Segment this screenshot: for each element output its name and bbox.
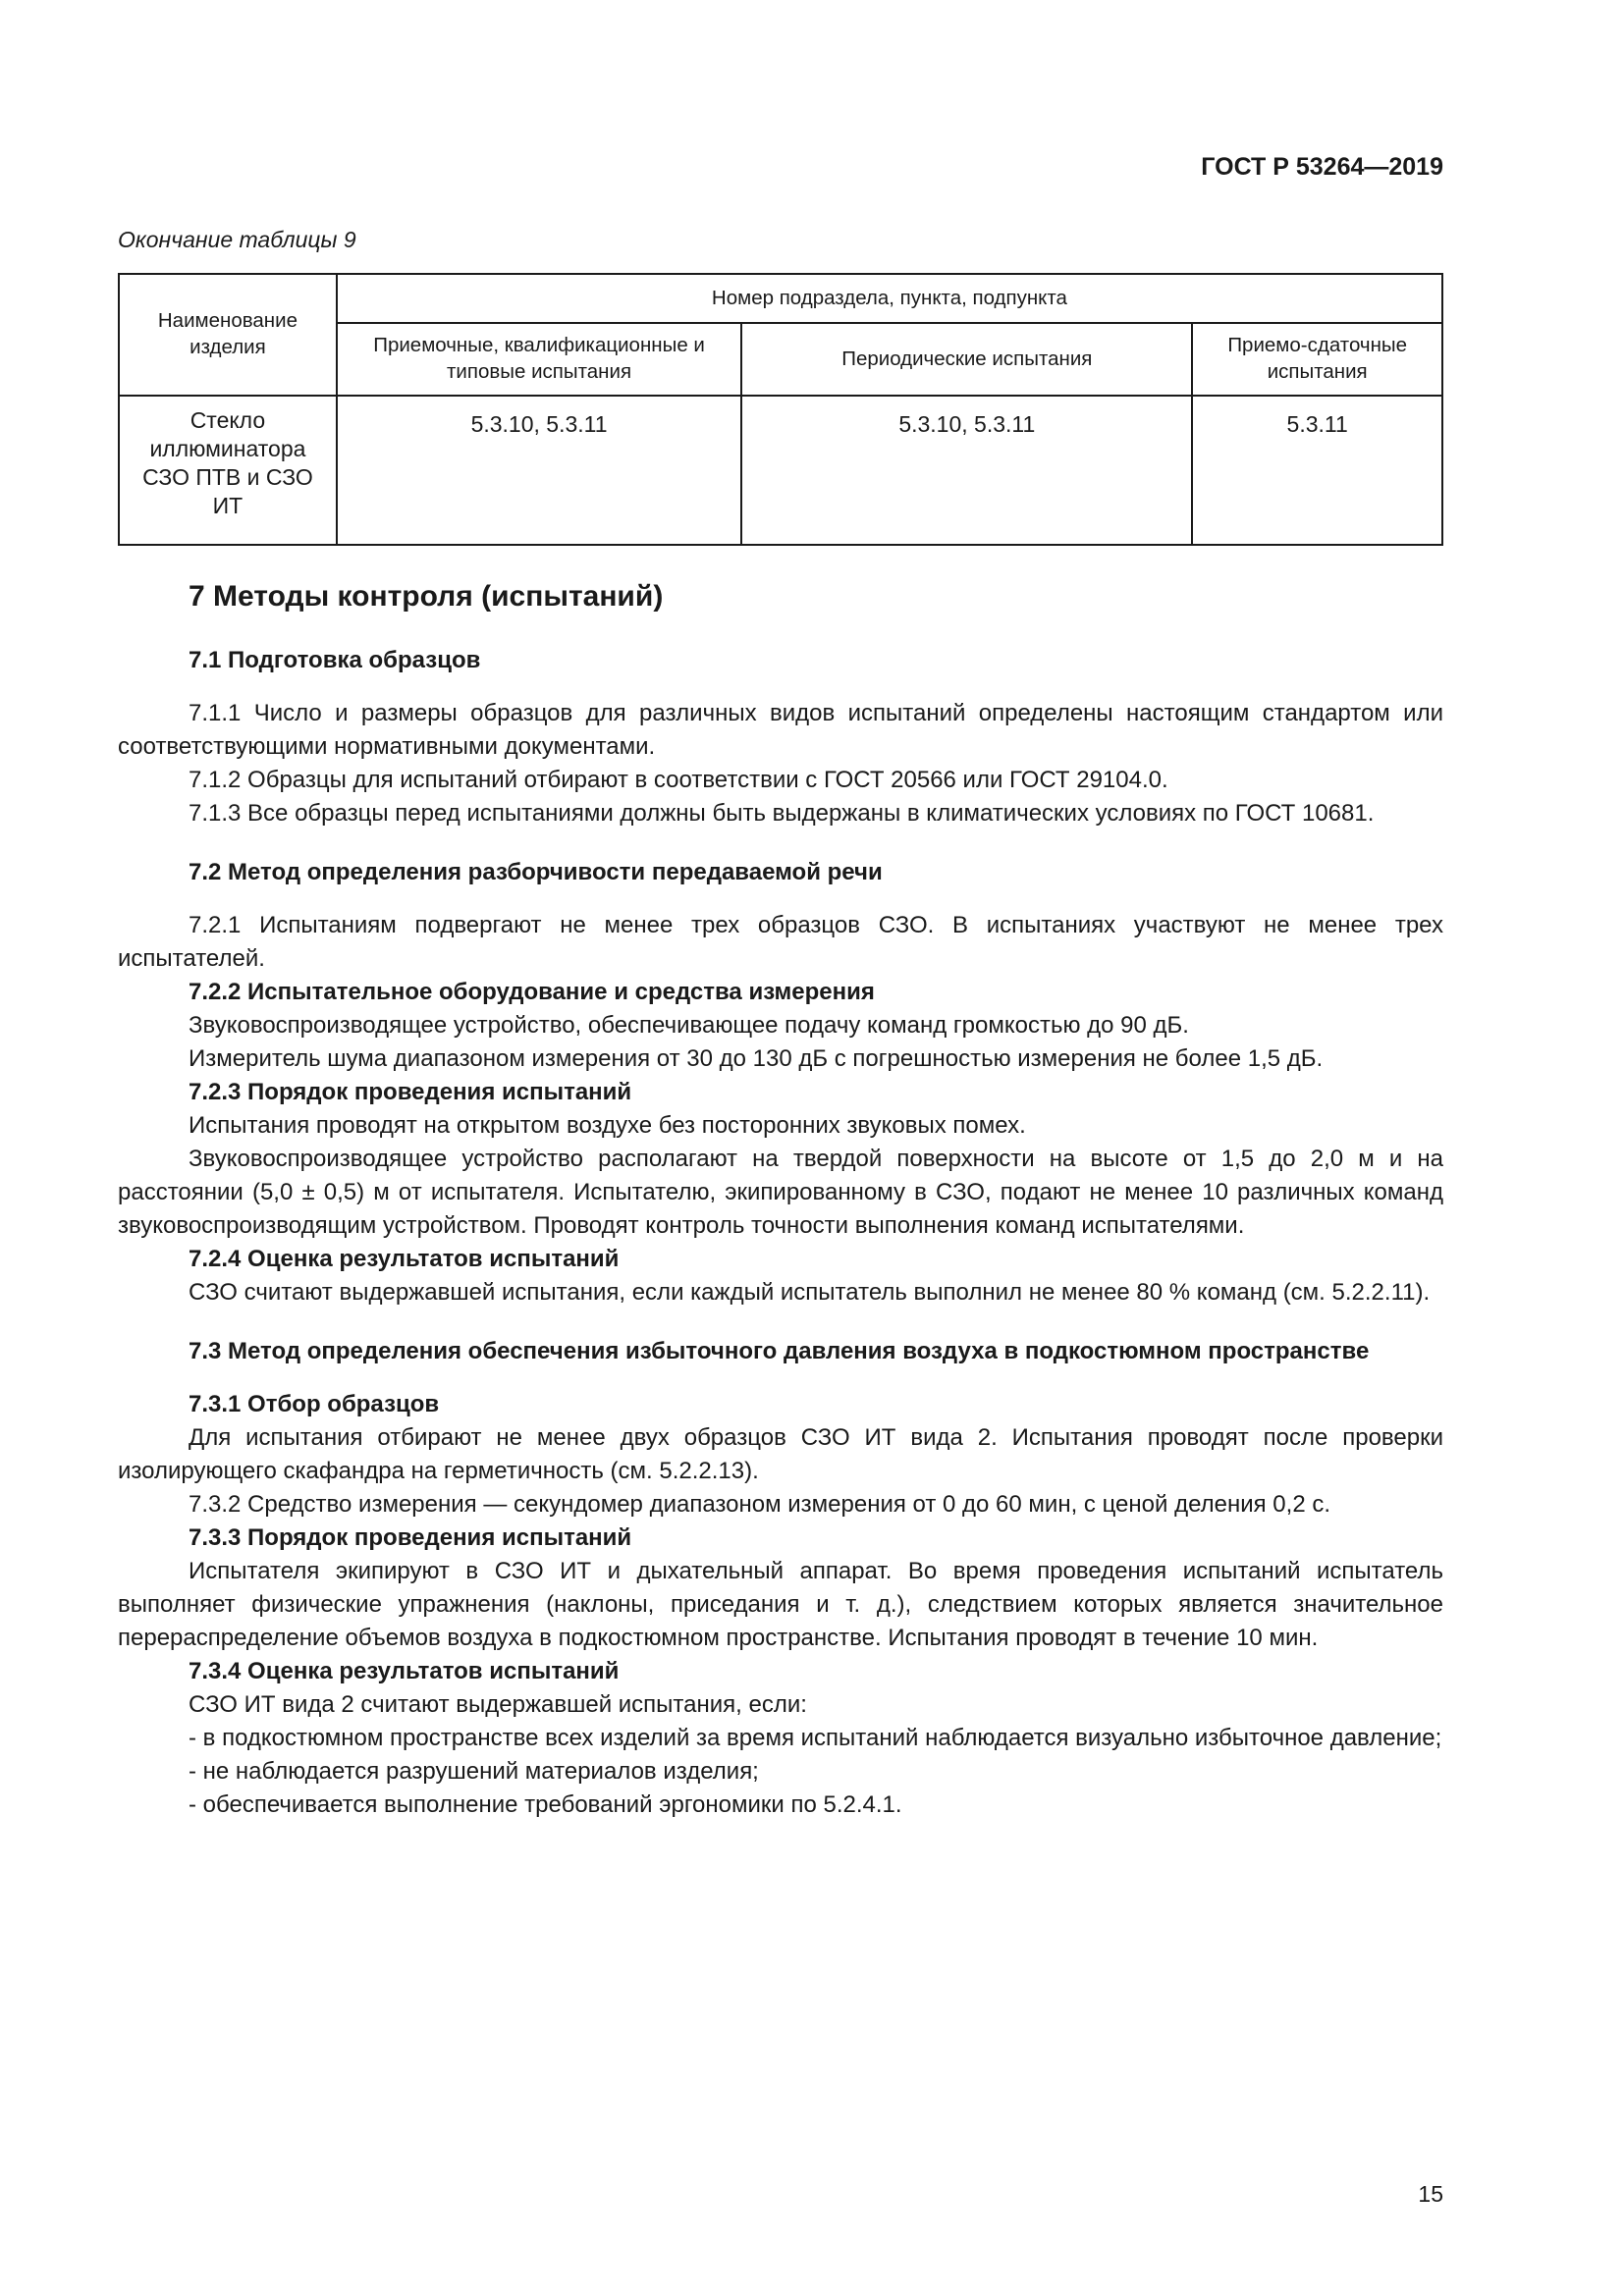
paragraph-7-2-1: 7.2.1 Испытаниям подвергают не менее трех образцов СЗО. В испытаниях участвуют не менее трех испытателей. [118,912,1443,972]
heading-7-2-2: 7.2.2 Испытательное оборудование и средства измерения [189,979,875,1005]
paragraph-7-2-3b: Звуковоспроизводящее устройство располагают на твердой поверхности на высоте от 1,5 до 2,0 м и на расстоянии (5,0 ± 0,5) м от испытателя. Испытателю, экипированному в СЗО, подают не менее 10 различных команд звуковоспроизводящим устройством. Проводят контроль точности выполнения команд испытателями. [118,1146,1443,1239]
paragraph-7-2-2a: Звуковоспроизводящее устройство, обеспечивающее подачу команд громкостью до 90 дБ. [189,1012,1189,1039]
test-table [118,273,1443,546]
section-7-3-title: 7.3 Метод определения обеспечения избыточного давления воздуха в подкостюмном пространстве [189,1338,1370,1364]
heading-7-3-1: 7.3.1 Отбор образцов [189,1391,440,1417]
section-7-2-title: 7.2 Метод определения разборчивости передаваемой речи [189,859,883,885]
table-row [119,396,1442,545]
heading-7-3-4: 7.3.4 Оценка результатов испытаний [189,1658,620,1684]
paragraph-7-1-3: 7.1.3 Все образцы перед испытаниями должны быть выдержаны в климатических условиях по ГОСТ 10681. [189,800,1375,827]
header-acceptance: Приемочные, квалификационные и типовые испытания [337,323,741,396]
list-item: - в подкостюмном пространстве всех изделий за время испытаний наблюдается визуально избыточное давление; [189,1725,1442,1751]
list-item: - не наблюдается разрушений материалов изделия; [189,1758,759,1785]
page-number: 15 [1418,2181,1443,2207]
cell-periodic: 5.3.10, 5.3.11 [741,396,1192,545]
paragraph-7-3-1: Для испытания отбирают не менее двух образцов СЗО ИТ вида 2. Испытания проводят после проверки изолирующего скафандра на герметичность (см. 5.2.2.13). [118,1424,1443,1484]
header-group: Номер подраздела, пункта, подпункта [337,274,1442,323]
paragraph-7-2-4: СЗО считают выдержавшей испытания, если каждый испытатель выполнил не менее 80 % команд (см. 5.2.2.11). [189,1279,1431,1306]
header-periodic: Периодические испытания [741,323,1192,396]
document-page [118,0,1443,2296]
header-item: Наименование изделия [119,274,337,396]
header-delivery: Приемо-сдаточные испытания [1192,323,1442,396]
paragraph-7-2-3a: Испытания проводят на открытом воздухе без посторонних звуковых помех. [189,1112,1026,1139]
cell-item: Стекло иллюминатора СЗО ПТВ и СЗО ИТ [119,396,337,545]
cell-acceptance: 5.3.10, 5.3.11 [337,396,741,545]
list-item: - обеспечивается выполнение требований эргономики по 5.2.4.1. [189,1791,902,1818]
cell-delivery: 5.3.11 [1192,396,1442,545]
section-7-title: 7 Методы контроля (испытаний) [189,580,664,613]
paragraph-7-3-2: 7.3.2 Средство измерения — секундомер диапазоном измерения от 0 до 60 мин, с ценой деления 0,2 с. [189,1491,1331,1518]
heading-7-3-3: 7.3.3 Порядок проведения испытаний [189,1524,632,1551]
standard-number: ГОСТ Р 53264—2019 [1201,153,1443,181]
table-caption: Окончание таблицы 9 [118,227,356,252]
heading-7-2-4: 7.2.4 Оценка результатов испытаний [189,1246,620,1272]
paragraph-7-1-2: 7.1.2 Образцы для испытаний отбирают в соответствии с ГОСТ 20566 или ГОСТ 29104.0. [189,767,1168,793]
paragraph-7-3-3: Испытателя экипируют в СЗО ИТ и дыхательный аппарат. Во время проведения испытаний испытатель выполняет физические упражнения (наклоны, приседания и т. д.), следствием которых является значительное перераспределение объемов воздуха в подкостюмном пространстве. Испытания проводят в течение 10 мин. [118,1558,1443,1651]
paragraph-7-3-4: СЗО ИТ вида 2 считают выдержавшей испытания, если: [189,1691,807,1718]
paragraph-7-1-1: 7.1.1 Число и размеры образцов для различных видов испытаний определены настоящим стандартом или соответствующими нормативными документами. [118,700,1443,760]
paragraph-7-2-2b: Измеритель шума диапазоном измерения от 30 до 130 дБ с погрешностью измерения не более 1,5 дБ. [189,1045,1324,1072]
heading-7-2-3: 7.2.3 Порядок проведения испытаний [189,1079,632,1105]
document-body [118,577,1443,1822]
section-7-1-title: 7.1 Подготовка образцов [189,647,481,673]
